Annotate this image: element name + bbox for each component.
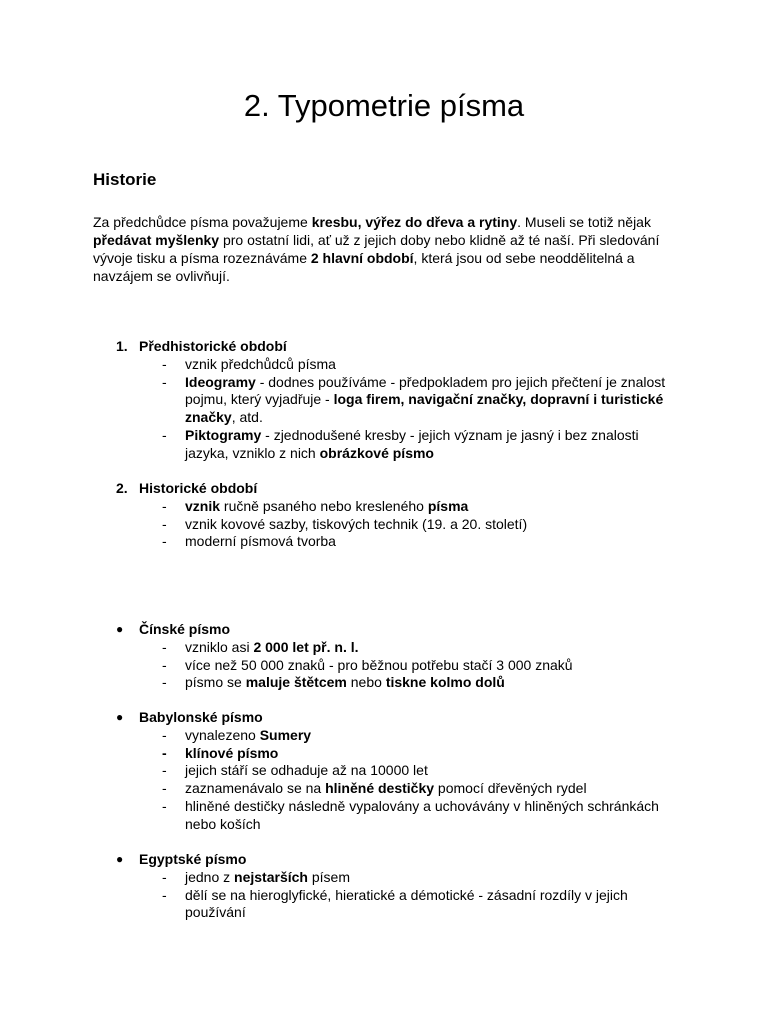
list-heading: Egyptské písmo bbox=[139, 851, 247, 867]
list-item bbox=[0, 639, 675, 657]
text-run: pro ostatní lidi, ať už z jejich doby nebo klidně až té naší. Při sledování vývoje tisku a písma rozeznáváme bbox=[93, 232, 660, 266]
list-item bbox=[0, 657, 675, 675]
list-number: 1. bbox=[116, 338, 128, 354]
bullet-marker: ● bbox=[116, 852, 124, 866]
list-item bbox=[0, 427, 675, 463]
list-item bbox=[0, 745, 675, 763]
bold-run: nejstarších bbox=[234, 868, 308, 885]
dash-marker: - bbox=[162, 515, 167, 532]
list-number: 2. bbox=[116, 480, 128, 496]
text-run: vznik kovové sazby, tiskových technik (19. a 20. století) bbox=[185, 515, 528, 532]
bold-run: hliněné destičky bbox=[325, 780, 435, 797]
dash-marker: - bbox=[162, 762, 167, 779]
bold-run: Ideogramy bbox=[185, 373, 256, 390]
text-run: dělí se na hieroglyfické, hieratické a démotické - zásadní rozdíly v jejich používání bbox=[185, 886, 628, 921]
bold-run: 2 hlavní období bbox=[310, 250, 414, 266]
dash-marker: - bbox=[162, 497, 167, 514]
bold-run: Piktogramy bbox=[185, 426, 262, 443]
list-item bbox=[0, 674, 675, 692]
list-item-text bbox=[185, 780, 675, 798]
bold-run: Sumery bbox=[259, 726, 312, 743]
list-item bbox=[0, 727, 675, 745]
list-heading-row bbox=[0, 709, 768, 727]
dash-marker: - bbox=[162, 797, 167, 814]
list-item bbox=[0, 498, 675, 516]
list-item bbox=[0, 780, 675, 798]
text-run: ručně psaného nebo kresleného bbox=[220, 497, 428, 514]
list-heading: Babylonské písmo bbox=[139, 709, 263, 725]
bold-run: tiskne kolmo dolů bbox=[385, 674, 505, 691]
text-run: jedno z bbox=[185, 868, 235, 885]
page-title: 2. Typometrie písma bbox=[243, 88, 525, 123]
text-run: pomocí dřevěných rydel bbox=[434, 780, 587, 797]
list-item-text bbox=[185, 869, 675, 887]
list-heading-row bbox=[0, 851, 768, 869]
list-item-text bbox=[185, 887, 675, 923]
dash-marker: - bbox=[162, 355, 167, 372]
list-heading-row bbox=[0, 338, 768, 356]
list-item bbox=[0, 533, 675, 551]
list-item-text bbox=[185, 657, 675, 675]
text-run: vynalezeno bbox=[185, 726, 260, 743]
text-run: vznik předchůdců písma bbox=[185, 355, 336, 372]
list-item-text bbox=[185, 745, 675, 763]
list-item-text bbox=[185, 516, 675, 534]
dash-marker: - bbox=[162, 868, 167, 885]
bold-run: kresbu, výřez do dřeva a rytiny bbox=[311, 214, 518, 230]
list-item bbox=[0, 356, 675, 374]
text-run: jejich stáří se odhaduje až na 10000 let bbox=[185, 762, 428, 779]
text-run: , atd. bbox=[231, 409, 263, 426]
dash-marker: - bbox=[162, 726, 167, 743]
intro-paragraph bbox=[93, 213, 683, 285]
list-group-babylonian bbox=[0, 709, 768, 834]
list-item-text bbox=[185, 374, 675, 427]
bold-run: písma bbox=[427, 497, 469, 514]
dash-marker: - bbox=[162, 674, 167, 691]
list-item bbox=[0, 887, 675, 923]
bold-run: předávat myšlenky bbox=[93, 232, 220, 248]
text-run: více než 50 000 znaků - pro běžnou potřebu stačí 3 000 znaků bbox=[185, 656, 573, 673]
text-run: - dodnes používáme - předpokladem pro jejich přečtení je znalost pojmu, který vyjadřuje - bbox=[185, 373, 666, 408]
list-heading: Historické období bbox=[139, 480, 258, 496]
text-run: písem bbox=[307, 868, 350, 885]
text-run: . Museli se totiž nějak bbox=[517, 214, 651, 230]
text-run: Za předchůdce písma považujeme bbox=[93, 214, 312, 230]
list-item-text bbox=[185, 533, 675, 551]
dash-marker: - bbox=[162, 533, 167, 550]
bold-run: klínové písmo bbox=[185, 744, 279, 761]
text-run: zaznamenávalo se na bbox=[185, 780, 326, 797]
bold-run: loga firem, navigační značky, dopravní i turistické značky bbox=[185, 391, 664, 426]
section-heading: Historie bbox=[93, 170, 157, 189]
list-item-text bbox=[185, 674, 675, 692]
list-group-chinese bbox=[0, 621, 768, 692]
list-group-historic bbox=[0, 480, 768, 551]
bullet-marker: ● bbox=[116, 622, 124, 636]
bold-run: maluje štětcem bbox=[245, 674, 347, 691]
list-heading: Čínské písmo bbox=[139, 621, 231, 637]
list-item-text bbox=[185, 427, 675, 463]
text-run: moderní písmová tvorba bbox=[185, 533, 336, 550]
list-item-text bbox=[185, 356, 675, 374]
list-item bbox=[0, 869, 675, 887]
text-run: , která jsou od sebe neoddělitelná a navzájem se ovlivňují. bbox=[93, 250, 635, 284]
text-run: - zjednodušené kresby - jejich význam je jasný i bez znalosti jazyka, vzniklo z nich bbox=[185, 426, 639, 461]
list-group-prehistoric bbox=[0, 338, 768, 463]
text-run: nebo bbox=[346, 674, 386, 691]
bold-run: obrázkové písmo bbox=[319, 444, 434, 461]
bold-run: vznik bbox=[185, 497, 221, 514]
dash-marker: - bbox=[162, 886, 167, 903]
list-item-text bbox=[185, 727, 675, 745]
dash-marker: - bbox=[162, 426, 167, 443]
list-item-text bbox=[185, 639, 675, 657]
list-heading-row bbox=[0, 480, 768, 498]
dash-marker: - bbox=[162, 373, 167, 390]
list-group-egyptian bbox=[0, 851, 768, 922]
text-run: hliněné destičky následně vypalovány a uchovávány v hliněných schránkách nebo koších bbox=[185, 797, 659, 832]
list-item bbox=[0, 516, 675, 534]
bold-run: 2 000 let př. n. l. bbox=[253, 638, 359, 655]
dash-marker: - bbox=[162, 744, 167, 761]
list-item-text bbox=[185, 798, 675, 834]
list-item bbox=[0, 374, 675, 427]
list-item bbox=[0, 798, 675, 834]
bullet-marker: ● bbox=[116, 710, 124, 724]
dash-marker: - bbox=[162, 656, 167, 673]
list-item bbox=[0, 762, 675, 780]
list-item-text bbox=[185, 498, 675, 516]
text-run: vzniklo asi bbox=[185, 638, 254, 655]
list-heading: Předhistorické období bbox=[139, 338, 287, 354]
text-run: písmo se bbox=[185, 674, 246, 691]
dash-marker: - bbox=[162, 780, 167, 797]
dash-marker: - bbox=[162, 638, 167, 655]
list-item-text bbox=[185, 762, 675, 780]
list-heading-row bbox=[0, 621, 768, 639]
